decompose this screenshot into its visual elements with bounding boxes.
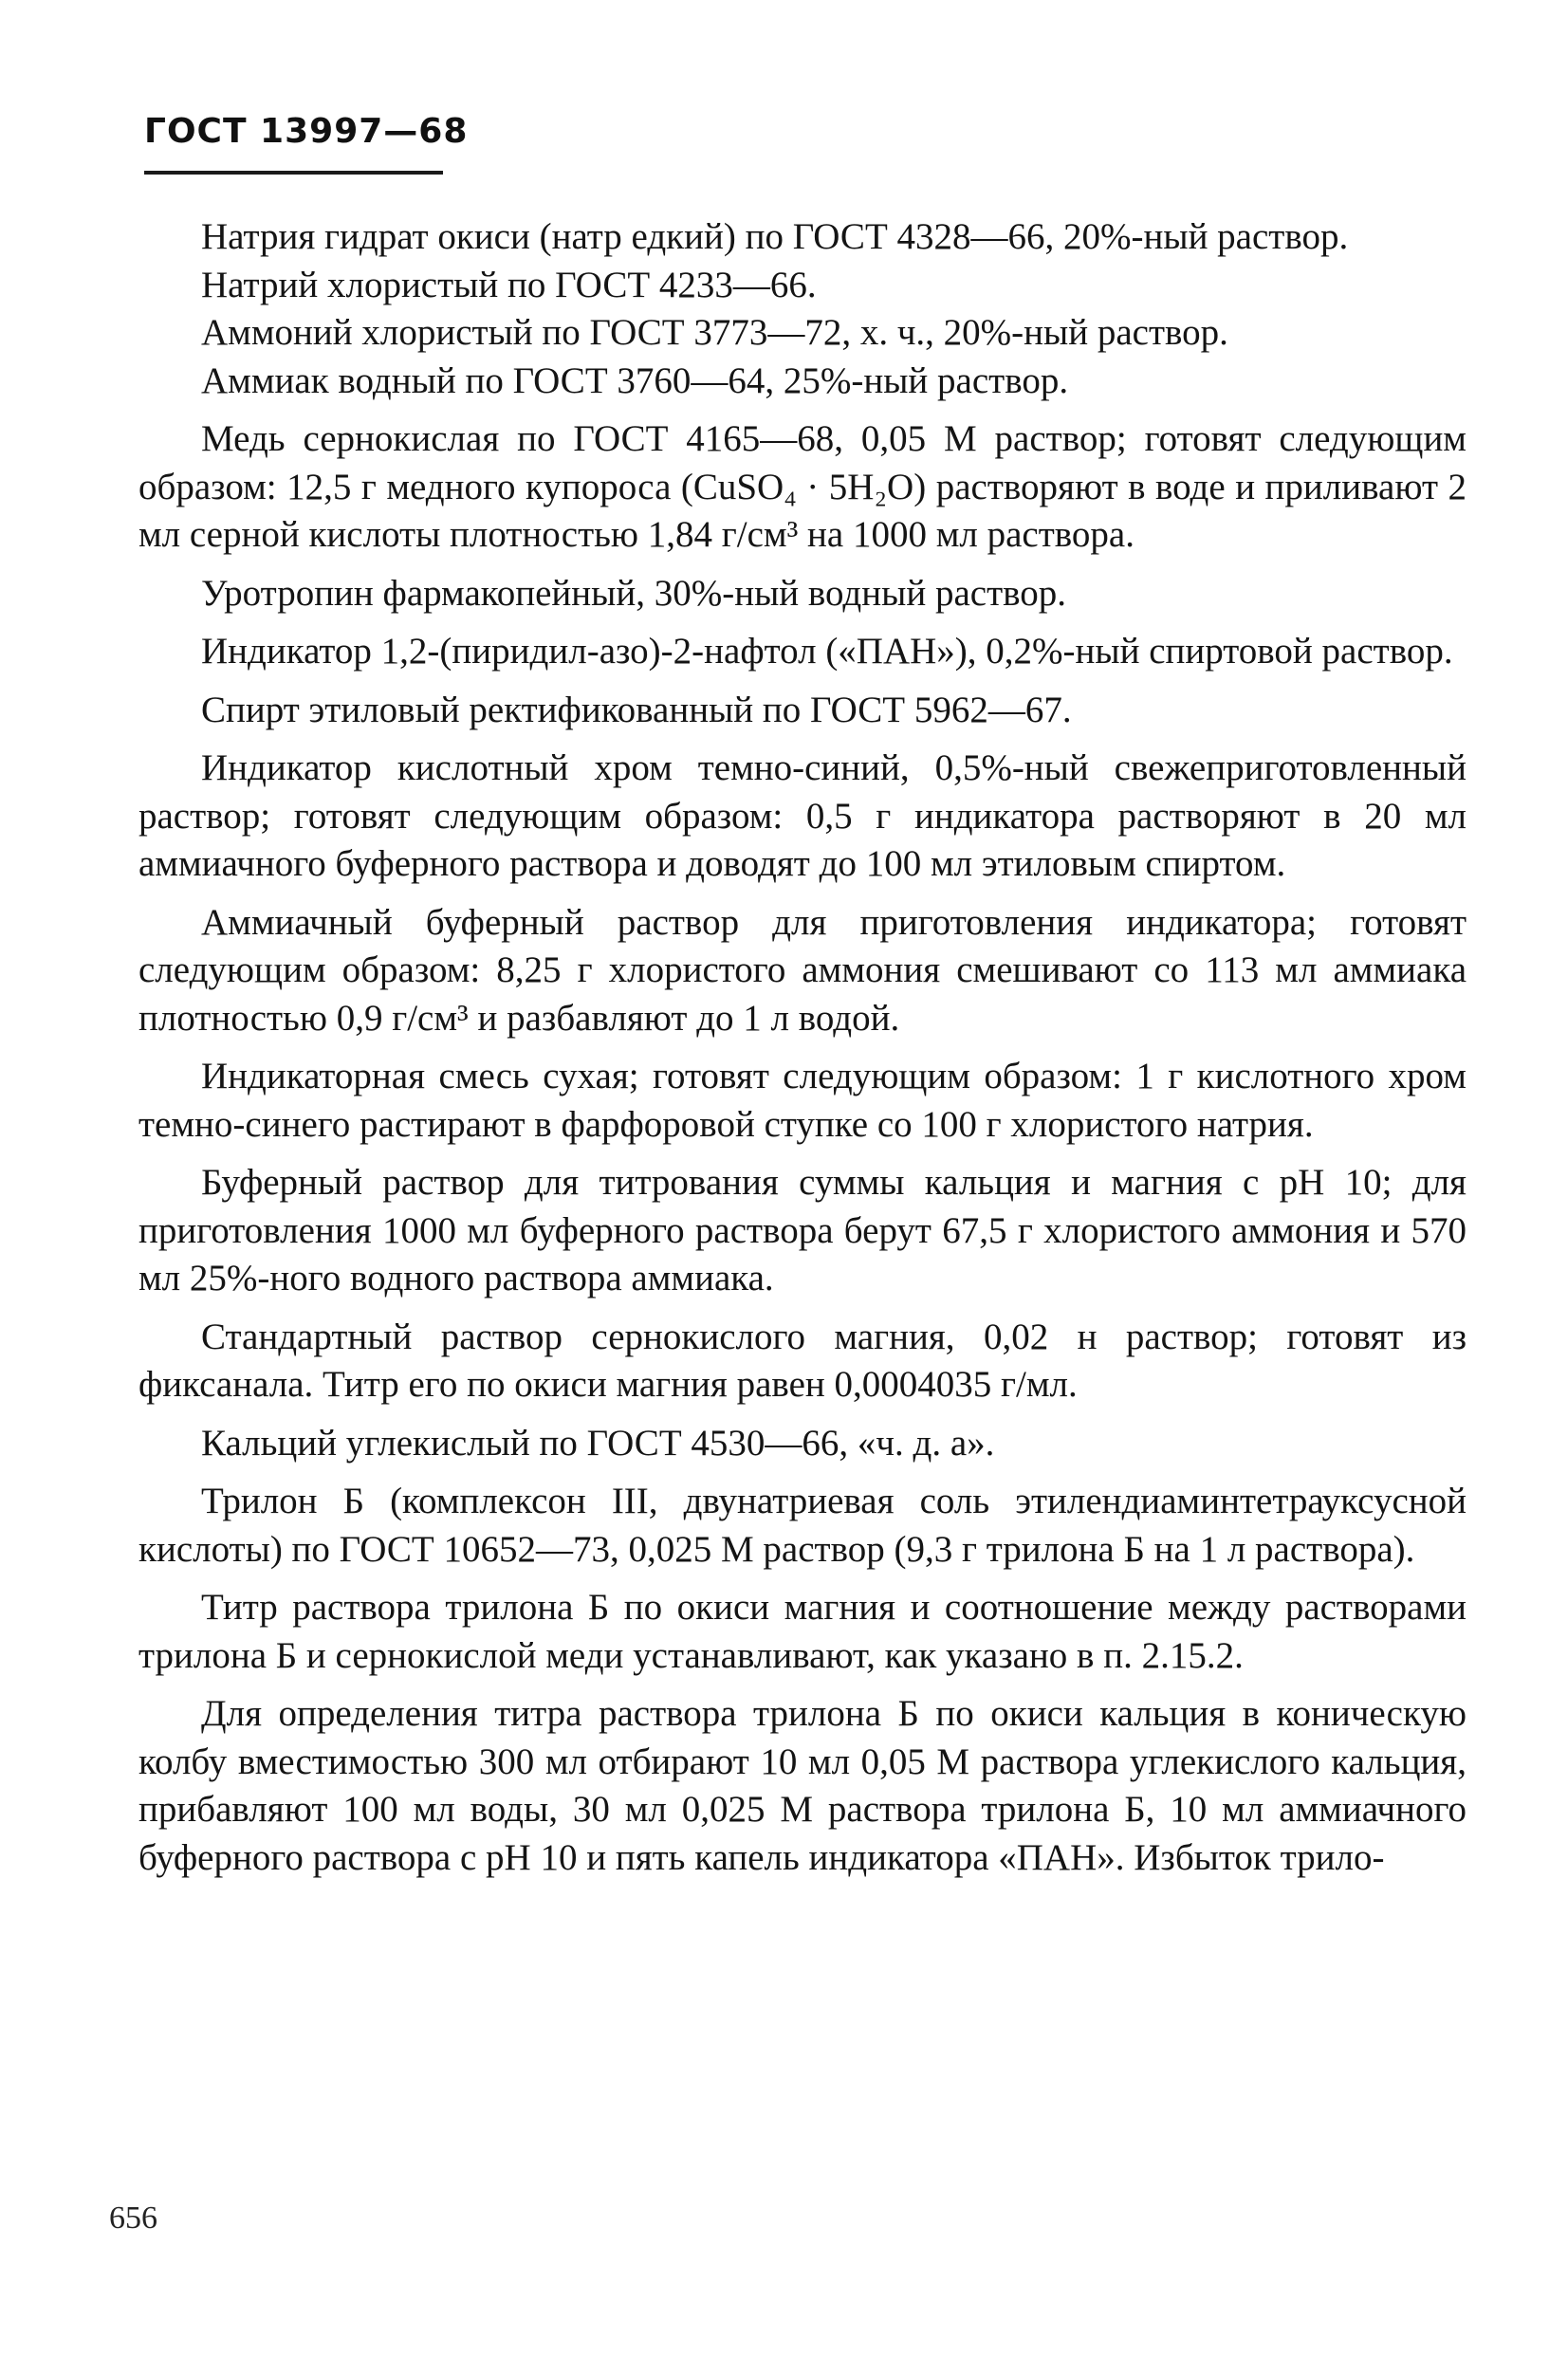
paragraph-ammonium-chloride: Аммоний хлористый по ГОСТ 3773—72, х. ч., 20%-ный раствор. bbox=[201, 312, 1228, 353]
paragraph-calcium-titer-method: Для определения титра раствора трилона Б по окиси кальция в коническую колбу вместимостью 300 мл отбирают 10 мл 0,05 М раствора углекислого кальция, прибавляют 100 мл воды, 30 мл 0,025 М раствора трилона Б, 10 мл аммиачного буферного раствора с рН 10 и пять капель индикатора «ПАН». Избыток трило- bbox=[138, 1693, 1467, 1878]
paragraph-copper-sulfate: Медь сернокислая по ГОСТ 4165—68, 0,05 М раствор; готовят следующим образом: 12,5 г медного купороса (CuSO₄ · 5H₂O) растворяют в воде и приливают 2 мл серной кислоты плотностью 1,84 г/см³ на 1000 мл раствора. bbox=[138, 418, 1467, 555]
body-text bbox=[138, 213, 1467, 1882]
paragraph-ammonia-water: Аммиак водный по ГОСТ 3760—64, 25%-ный раствор. bbox=[201, 359, 1069, 401]
paragraph-calcium-carbonate: Кальций углекислый по ГОСТ 4530—66, «ч. д. а». bbox=[201, 1422, 995, 1464]
paragraph-ammonia-buffer: Аммиачный буферный раствор для приготовления индикатора; готовят следующим образом: 8,25 г хлористого аммония смешивают со 113 мл аммиака плотностью 0,9 г/см³ и разбавляют до 1 л водой. bbox=[138, 901, 1467, 1039]
paragraph-sodium-hydroxide: Натрия гидрат окиси (натр едкий) по ГОСТ 4328—66, 20%-ный раствор. bbox=[201, 216, 1349, 257]
standard-header-title: ГОСТ 13997—68 bbox=[144, 112, 469, 151]
paragraph-magnesium-standard: Стандартный раствор сернокислого магния, 0,02 н раствор; готовят из фиксанала. Титр его по окиси магния равен 0,0004035 г/мл. bbox=[138, 1316, 1467, 1405]
paragraph-pan-indicator: Индикатор 1,2-(пиридил-азо)-2-нафтол («ПАН»), 0,2%-ный спиртовой раствор. bbox=[201, 631, 1453, 672]
paragraph-sodium-chloride: Натрий хлористый по ГОСТ 4233—66. bbox=[201, 264, 817, 305]
page-number: 656 bbox=[109, 2201, 157, 2236]
paragraph-dry-indicator-mix: Индикаторная смесь сухая; готовят следующим образом: 1 г кислотного хром темно-синего растирают в фарфоровой ступке со 100 г хлористого натрия. bbox=[138, 1056, 1467, 1145]
paragraph-trilon-titer: Титр раствора трилона Б по окиси магния и соотношение между растворами трилона Б и сернокислой меди устанавливают, как указано в п. 2.15.2. bbox=[138, 1587, 1467, 1676]
paragraph-titration-buffer: Буферный раствор для титрования суммы кальция и магния с рН 10; для приготовления 1000 мл буферного раствора берут 67,5 г хлористого аммония и 570 мл 25%-ного водного раствора аммиака. bbox=[138, 1162, 1467, 1299]
paragraph-chrome-indicator: Индикатор кислотный хром темно-синий, 0,5%-ный свежеприготовленный раствор; готовят следующим образом: 0,5 г индикатора растворяют в 20 мл аммиачного буферного раствора и доводят до 100 мл этиловым спиртом. bbox=[138, 747, 1467, 884]
paragraph-urotropine: Уротропин фармакопейный, 30%-ный водный раствор. bbox=[201, 572, 1067, 614]
paragraph-trilon-b: Трилон Б (комплексон III, двунатриевая соль этилендиаминтетрауксусной кислоты) по ГОСТ 10652—73, 0,025 М раствор (9,3 г трилона Б на 1 л раствора). bbox=[138, 1481, 1467, 1570]
paragraph-ethyl-alcohol: Спирт этиловый ректификованный по ГОСТ 5962—67. bbox=[201, 689, 1072, 730]
header-underline-rule bbox=[144, 171, 443, 175]
